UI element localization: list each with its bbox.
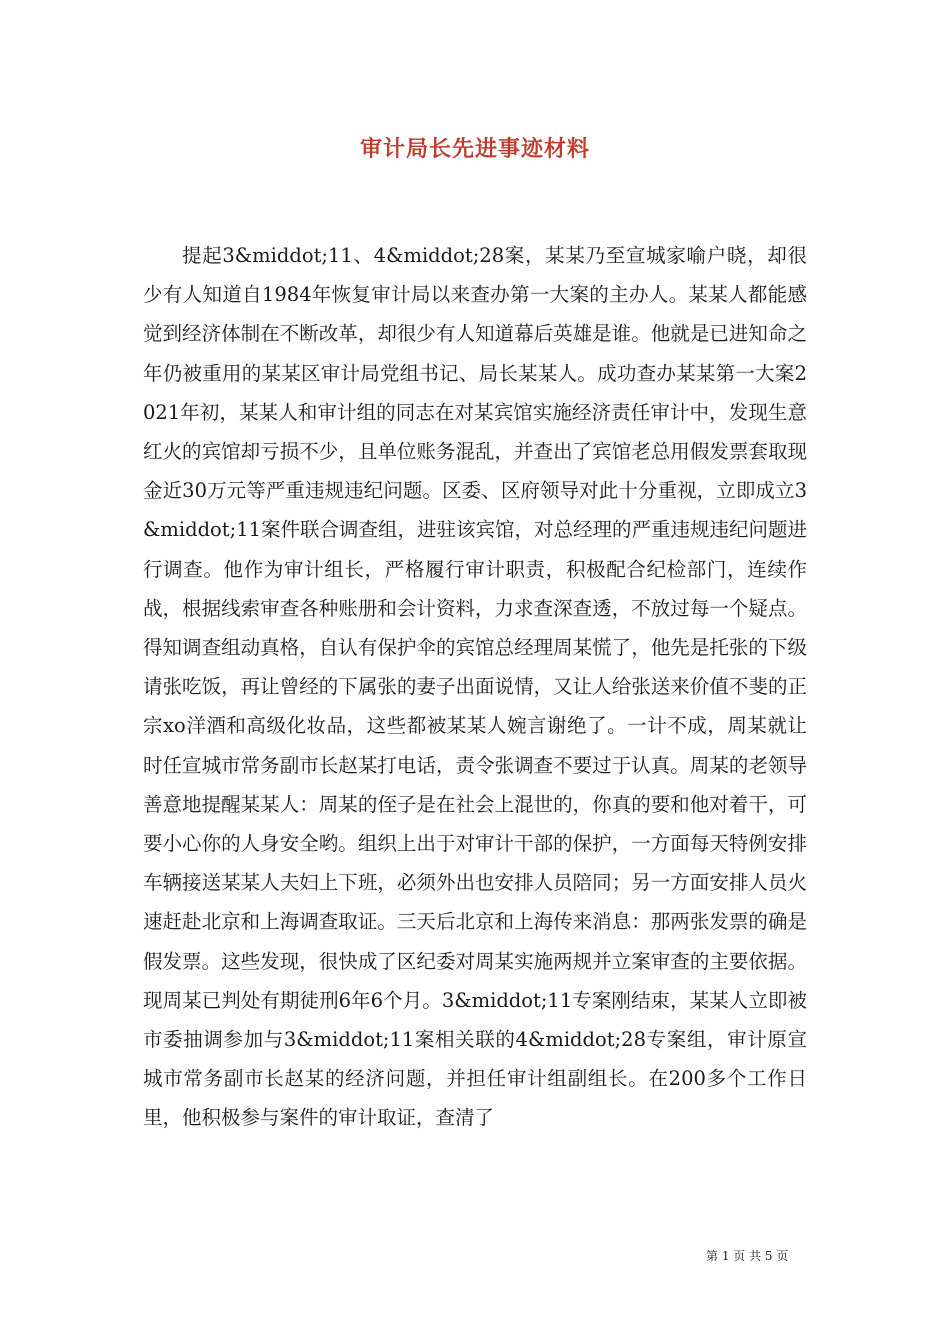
document-body: 提起3&middot;11、4&middot;28案，某某乃至宣城家喻户晓，却很少有人知道自1984年恢复审计局以来查办第一大案的主办人。某某人都能感觉到经济体制在不断改革，却很少有人知道幕后英雄是谁。他就是已进知命之年仍被重用的某某区审计局党组书记、局长某某人。成功查办某某第一大案2021年初，某某人和审计组的同志在对某宾馆实施经济责任审计中，发现生意红火的宾馆却亏损不少，且单位账务混乱，并查出了宾馆老总用假发票套取现金近30万元等严重违规违纪问题。区委、区府领导对此十分重视，立即成立3&middot;11案件联合调查组，进驻该宾馆，对总经理的严重违规违纪问题进行调查。他作为审计组长，严格履行审计职责，积极配合纪检部门，连续作战，根据线索审查各种账册和会计资料，力求查深查透，不放过每一个疑点。得知调查组动真格，自认有保护伞的宾馆总经理周某慌了，他先是托张的下级请张吃饭，再让曾经的下属张的妻子出面说情，又让人给张送来价值不斐的正宗xo洋酒和高级化妆品，这些都被某某人婉言谢绝了。一计不成，周某就让时任宣城市常务副市长赵某打电话，责令张调查不要过于认真。周某的老领导善意地提醒某某人：周某的侄子是在社会上混世的，你真的要和他对着干，可要小心你的人身安全哟。组织上出于对审计干部的保护，一方面每天特例安排车辆接送某某人夫妇上下班，必须外出也安排人员陪同；另一方面安排人员火速赶赴北京和上海调查取证。三天后北京和上海传来消息：那两张发票的确是假发票。这些发现，很快成了区纪委对周某实施两规并立案审查的主要依据。现周某已判处有期徒刑6年6个月。3&middot;11专案刚结束，某某人立即被市委抽调参加与3&middot;11案相关联的4&middot;28专案组，审计原宣城市常务副市长赵某的经济问题，并担任审计组副组长。在200多个工作日里，他积极参与案件的审计取证，查清了 xyxy=(143,244,808,1130)
page-number: 第 1 页 共 5 页 xyxy=(706,1249,789,1263)
document-title: 审计局长先进事迹材料 xyxy=(359,136,590,162)
